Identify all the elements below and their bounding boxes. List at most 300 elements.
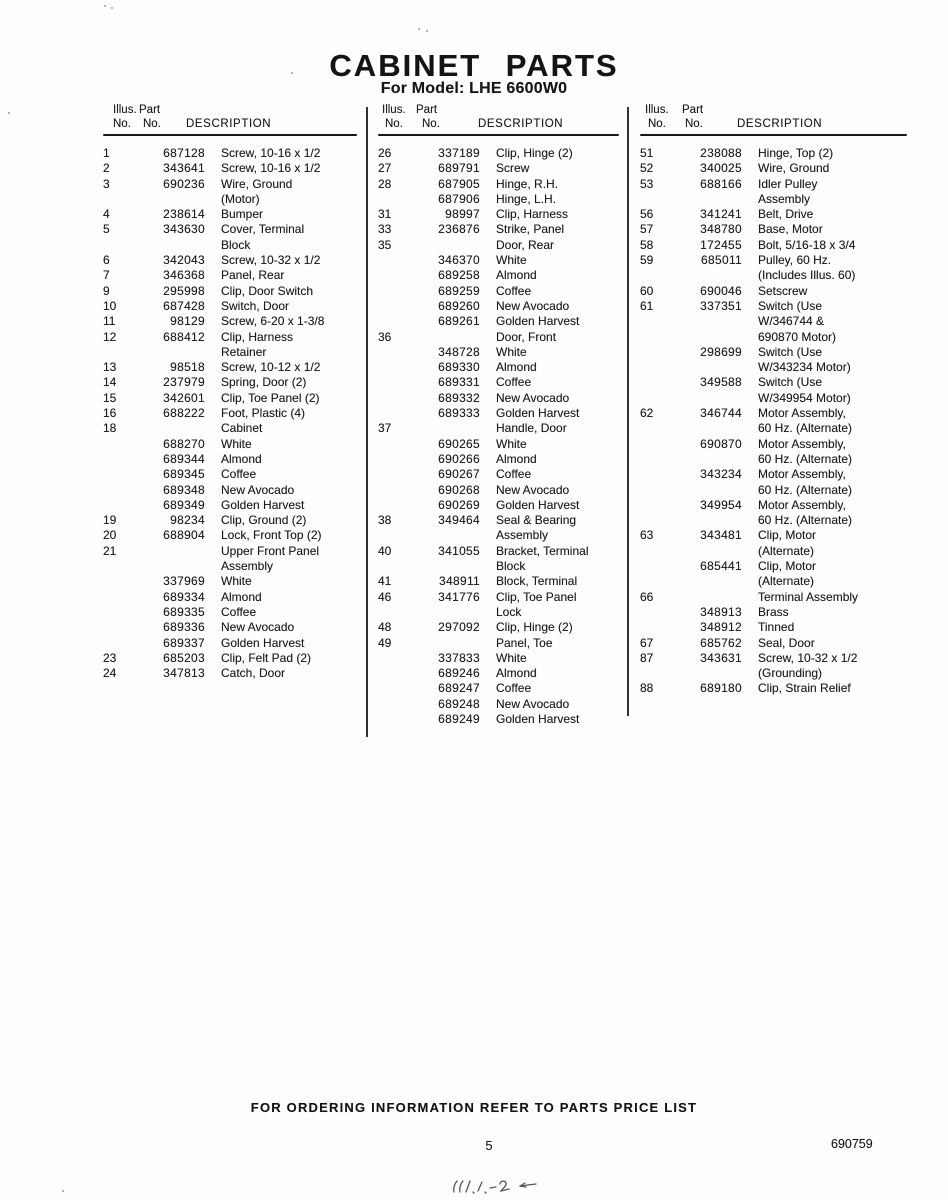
table-row (640, 391, 910, 406)
part-no: 685203 (163, 650, 205, 665)
table-row (103, 314, 361, 329)
description: 60 Hz. (Alternate) (758, 451, 853, 466)
part-no: 689332 (438, 390, 480, 405)
description: Hinge, R.H. (496, 176, 559, 191)
description: (Motor) (221, 191, 260, 206)
illus-no: 40 (378, 543, 392, 558)
scan-artifact (104, 5, 106, 7)
description: Golden Harvest (496, 497, 580, 512)
description: Pulley, 60 Hz. (758, 253, 832, 268)
description: White (496, 436, 527, 451)
description: Cabinet (221, 421, 263, 436)
part-no: 98997 (445, 207, 480, 222)
description: Hinge, L.H. (496, 191, 557, 206)
illus-no: 49 (378, 635, 392, 650)
illus-no: 35 (378, 237, 392, 252)
table-row (640, 192, 910, 207)
description-header: DESCRIPTION (737, 118, 823, 130)
part-no: 295998 (163, 283, 205, 298)
part-no: 685762 (700, 635, 742, 650)
description: Belt, Drive (758, 207, 814, 222)
table-row (378, 330, 623, 345)
illus-header-label: Illus. (382, 104, 406, 116)
description: Wire, Ground (758, 161, 830, 176)
description: Idler Pulley (758, 176, 818, 191)
illus-no: 88 (640, 681, 654, 696)
description: Golden Harvest (496, 406, 580, 421)
part-no: 688270 (163, 436, 205, 451)
scan-artifact (291, 72, 293, 74)
table-row (640, 636, 910, 651)
description: Screw (496, 161, 530, 176)
illus-no: 4 (103, 207, 110, 222)
table-row (378, 513, 623, 528)
part-no: 346744 (700, 406, 742, 421)
part-no: 348913 (700, 604, 742, 619)
table-row (103, 146, 361, 161)
illus-no: 87 (640, 650, 654, 665)
part-no: 689258 (438, 268, 480, 283)
description: Seal, Door (758, 635, 815, 650)
part-no: 689246 (438, 666, 480, 681)
description: Motor Assembly, (758, 406, 846, 421)
illus-no: 60 (640, 283, 654, 298)
illus-no: 57 (640, 222, 654, 237)
part-no: 689330 (438, 360, 480, 375)
table-row (378, 207, 623, 222)
description: Tinned (758, 620, 795, 635)
column-header-3 (640, 104, 907, 135)
table-row (378, 314, 623, 329)
part-no: 689248 (438, 696, 480, 711)
table-row (640, 177, 910, 192)
part-no: 689247 (438, 681, 480, 696)
description: Almond (496, 666, 537, 681)
description: Upper Front Panel (221, 543, 320, 558)
illus-no: 13 (103, 360, 117, 375)
description: Coffee (496, 283, 532, 298)
description: Motor Assembly, (758, 467, 846, 482)
part-no: 98518 (170, 360, 205, 375)
table-row (103, 360, 361, 375)
table-row (103, 192, 361, 207)
ordering-note: FOR ORDERING INFORMATION REFER TO PARTS PRICE LIST (250, 1100, 698, 1115)
table-row (640, 620, 910, 635)
part-no: 236876 (438, 222, 480, 237)
description: Door, Rear (496, 237, 555, 252)
part-no: 690265 (438, 436, 480, 451)
part-no: 343630 (163, 222, 205, 237)
description: (Alternate) (758, 574, 815, 589)
part-no: 688412 (163, 329, 205, 344)
description: New Avocado (496, 482, 570, 497)
table-row (103, 299, 361, 314)
scan-artifact (111, 7, 113, 9)
table-row (640, 651, 910, 666)
illus-header-label: Illus. (113, 104, 137, 116)
illus-no: 23 (103, 650, 117, 665)
description: White (496, 344, 527, 359)
illus-no: 37 (378, 421, 392, 436)
parts-column-2 (378, 146, 623, 727)
table-row (378, 222, 623, 237)
description: White (221, 574, 252, 589)
part-no: 343234 (700, 467, 742, 482)
part-no: 343481 (700, 528, 742, 543)
description: Clip, Harness (496, 207, 569, 222)
table-row (640, 146, 910, 161)
part-no: 689333 (438, 406, 480, 421)
table-row (103, 498, 361, 513)
page-number: 5 (485, 1138, 493, 1153)
table-row (640, 605, 910, 620)
description: Golden Harvest (221, 497, 305, 512)
table-row (378, 375, 623, 390)
table-row (103, 574, 361, 589)
illus-no: 67 (640, 635, 654, 650)
table-row (640, 421, 910, 436)
part-no: 689259 (438, 283, 480, 298)
table-row (103, 177, 361, 192)
table-row (378, 146, 623, 161)
description: Screw, 10-32 x 1/2 (221, 253, 321, 268)
description: Clip, Strain Relief (758, 681, 851, 696)
description: Clip, Ground (2) (221, 513, 307, 528)
part-no: 348780 (700, 222, 742, 237)
description: New Avocado (221, 620, 295, 635)
part-no: 349464 (438, 513, 480, 528)
part-no: 343631 (700, 650, 742, 665)
description: Strike, Panel (496, 222, 565, 237)
table-row (103, 467, 361, 482)
description: Motor Assembly, (758, 497, 846, 512)
header-underline (640, 134, 907, 136)
table-row (640, 544, 910, 559)
part-no: 690266 (438, 451, 480, 466)
table-row (378, 636, 623, 651)
table-row (640, 253, 910, 268)
illus-no: 41 (378, 574, 392, 589)
description: Screw, 10-16 x 1/2 (221, 146, 321, 160)
illus-no: 61 (640, 298, 654, 313)
part-no: 337351 (700, 298, 742, 313)
description: Golden Harvest (221, 635, 305, 650)
table-row (640, 574, 910, 589)
part-header-label: Part (139, 104, 161, 116)
description: White (221, 436, 252, 451)
table-row (640, 513, 910, 528)
illus-no: 66 (640, 589, 654, 604)
header-underline (103, 134, 357, 136)
part-no: 337189 (438, 146, 480, 160)
part-no: 172455 (700, 237, 742, 252)
scan-artifact (8, 112, 10, 114)
description: Block (221, 237, 251, 252)
table-row (640, 222, 910, 237)
description: Golden Harvest (496, 314, 580, 329)
description: Terminal Assembly (758, 589, 859, 604)
description: (Alternate) (758, 543, 815, 558)
description: Clip, Motor (758, 528, 817, 543)
table-row (378, 712, 623, 727)
part-no: 690236 (163, 176, 205, 191)
description: Brass (758, 604, 789, 619)
table-row (378, 483, 623, 498)
part-no: 687906 (438, 191, 480, 206)
table-row (103, 222, 361, 237)
illus-no: 58 (640, 237, 654, 252)
table-row (378, 268, 623, 283)
table-row (640, 299, 910, 314)
part-no: 348912 (700, 620, 742, 635)
table-row (378, 345, 623, 360)
table-row (103, 207, 361, 222)
illus-no: 7 (103, 268, 110, 283)
part-no: 688222 (163, 406, 205, 421)
part-no: 689334 (163, 589, 205, 604)
table-row (103, 253, 361, 268)
illus-no-header: No. (385, 118, 403, 130)
table-row (103, 636, 361, 651)
description: Lock (496, 604, 522, 619)
description: (Grounding) (758, 666, 823, 681)
table-row (378, 697, 623, 712)
table-row (378, 299, 623, 314)
description: White (496, 253, 527, 268)
table-row (103, 513, 361, 528)
table-row (378, 161, 623, 176)
description: Assembly (758, 191, 811, 206)
part-no: 687905 (438, 176, 480, 191)
part-no: 689260 (438, 298, 480, 313)
table-row (640, 207, 910, 222)
page-title: CABINET PARTS (329, 48, 619, 83)
header-underline (378, 134, 619, 136)
illus-no: 2 (103, 161, 110, 176)
description: Coffee (221, 604, 257, 619)
description: Motor Assembly, (758, 436, 846, 451)
table-row (378, 666, 623, 681)
table-row (640, 483, 910, 498)
part-no: 685441 (700, 559, 742, 574)
table-row (103, 590, 361, 605)
part-no: 689331 (438, 375, 480, 390)
part-no: 347813 (163, 666, 205, 681)
description: Lock, Front Top (2) (221, 528, 322, 543)
illus-no: 3 (103, 176, 110, 191)
illus-no: 15 (103, 390, 117, 405)
illus-no: 28 (378, 176, 392, 191)
illus-no: 63 (640, 528, 654, 543)
description: 690870 Motor) (758, 329, 837, 344)
part-no: 341055 (438, 543, 480, 558)
description: Spring, Door (2) (221, 375, 307, 390)
table-row (103, 330, 361, 345)
parts-column-3 (640, 146, 910, 697)
description: New Avocado (221, 482, 295, 497)
description: Almond (496, 360, 537, 375)
handwritten-mark (448, 1176, 568, 1198)
illus-no: 24 (103, 666, 117, 681)
table-row (640, 528, 910, 543)
column-divider (366, 107, 368, 737)
doc-number: 690759 (831, 1137, 873, 1151)
illus-no: 48 (378, 620, 392, 635)
part-no: 346368 (163, 268, 205, 283)
table-row (378, 590, 623, 605)
description: Screw, 10-12 x 1/2 (221, 360, 321, 375)
description: Wire, Ground (221, 176, 293, 191)
description: Switch (Use (758, 298, 823, 313)
description: New Avocado (496, 696, 570, 711)
description: Almond (496, 268, 537, 283)
illus-no: 36 (378, 329, 392, 344)
illus-no: 18 (103, 421, 117, 436)
part-no: 690870 (700, 436, 742, 451)
part-header-label: Part (682, 104, 704, 116)
description: Retainer (221, 344, 267, 359)
part-no: 685011 (701, 253, 742, 268)
description: White (496, 650, 527, 665)
table-row (378, 605, 623, 620)
table-row (378, 651, 623, 666)
description: Clip, Toe Panel (2) (221, 390, 320, 405)
table-row (103, 375, 361, 390)
table-row (378, 421, 623, 436)
table-row (103, 391, 361, 406)
table-row (640, 284, 910, 299)
description: Clip, Hinge (2) (496, 620, 573, 635)
description: Hinge, Top (2) (758, 146, 834, 160)
illus-no-header: No. (648, 118, 666, 130)
description: Foot, Plastic (4) (221, 406, 306, 421)
table-row (640, 238, 910, 253)
table-row (378, 528, 623, 543)
illus-no: 20 (103, 528, 117, 543)
part-no: 688904 (163, 528, 205, 543)
illus-no: 19 (103, 513, 117, 528)
illus-no: 14 (103, 375, 117, 390)
description: Coffee (496, 375, 532, 390)
table-row (378, 498, 623, 513)
description: Door, Front (496, 329, 557, 344)
table-row (103, 437, 361, 452)
part-no: 689249 (438, 711, 480, 726)
table-row (378, 284, 623, 299)
table-row (378, 360, 623, 375)
table-row (378, 681, 623, 696)
table-row (640, 666, 910, 681)
description: Clip, Toe Panel (496, 589, 577, 604)
illus-header-label: Illus. (645, 104, 669, 116)
part-no: 98129 (170, 314, 205, 329)
part-no: 689345 (163, 467, 205, 482)
table-row (378, 391, 623, 406)
description: New Avocado (496, 390, 570, 405)
part-no: 98234 (170, 513, 205, 528)
table-row (640, 375, 910, 390)
description: Screw, 6-20 x 1-3/8 (221, 314, 325, 329)
description: Catch, Door (221, 666, 286, 681)
description: Screw, 10-16 x 1/2 (221, 161, 321, 176)
illus-no: 59 (640, 253, 654, 268)
description: Block, Terminal (496, 574, 578, 589)
table-row (378, 177, 623, 192)
part-no: 337833 (438, 650, 480, 665)
table-row (640, 498, 910, 513)
part-no: 349954 (700, 497, 742, 512)
table-row (103, 268, 361, 283)
description: Switch (Use (758, 344, 823, 359)
part-no: 689348 (163, 482, 205, 497)
part-no: 690268 (438, 482, 480, 497)
illus-no: 1 (103, 146, 110, 160)
description: Clip, Door Switch (221, 283, 314, 298)
part-no: 689791 (438, 161, 480, 176)
part-no: 689337 (163, 635, 205, 650)
part-no: 346370 (438, 253, 480, 268)
model-subtitle: For Model: LHE 6600W0 (380, 80, 568, 97)
table-row (103, 345, 361, 360)
table-row (640, 330, 910, 345)
table-row (103, 605, 361, 620)
description: Bolt, 5/16-18 x 3/4 (758, 237, 856, 252)
illus-no: 6 (103, 253, 110, 268)
description: Clip, Motor (758, 559, 817, 574)
table-row (103, 452, 361, 467)
parts-column-1 (103, 146, 361, 681)
part-no: 341241 (700, 207, 742, 222)
table-row (640, 590, 910, 605)
illus-no: 21 (103, 543, 117, 558)
table-row (378, 452, 623, 467)
description: Clip, Hinge (2) (496, 146, 573, 160)
description: Assembly (221, 559, 274, 574)
table-row (640, 345, 910, 360)
description: Almond (496, 451, 537, 466)
table-row (378, 192, 623, 207)
scan-artifact (62, 1190, 64, 1192)
part-no: 689180 (700, 681, 742, 696)
part-no-header: No. (422, 118, 440, 130)
part-no-header: No. (685, 118, 703, 130)
part-no: 237979 (163, 375, 205, 390)
description: Coffee (221, 467, 257, 482)
part-no: 342601 (163, 390, 205, 405)
illus-no: 56 (640, 207, 654, 222)
illus-no: 11 (103, 314, 116, 329)
description: Almond (221, 589, 262, 604)
table-row (103, 406, 361, 421)
part-no: 349588 (700, 375, 742, 390)
table-row (640, 406, 910, 421)
description: Panel, Toe (496, 635, 553, 650)
part-no: 689336 (163, 620, 205, 635)
description: W/349954 Motor) (758, 390, 851, 405)
description: Handle, Door (496, 421, 567, 436)
table-row (103, 528, 361, 543)
description: Switch (Use (758, 375, 823, 390)
description: Cover, Terminal (221, 222, 305, 237)
illus-no: 46 (378, 589, 392, 604)
description: Seal & Bearing (496, 513, 577, 528)
table-row (640, 452, 910, 467)
description: Base, Motor (758, 222, 823, 237)
part-no: 690269 (438, 497, 480, 512)
illus-no: 9 (103, 283, 110, 298)
illus-no: 52 (640, 161, 654, 176)
part-no: 348911 (439, 574, 480, 589)
